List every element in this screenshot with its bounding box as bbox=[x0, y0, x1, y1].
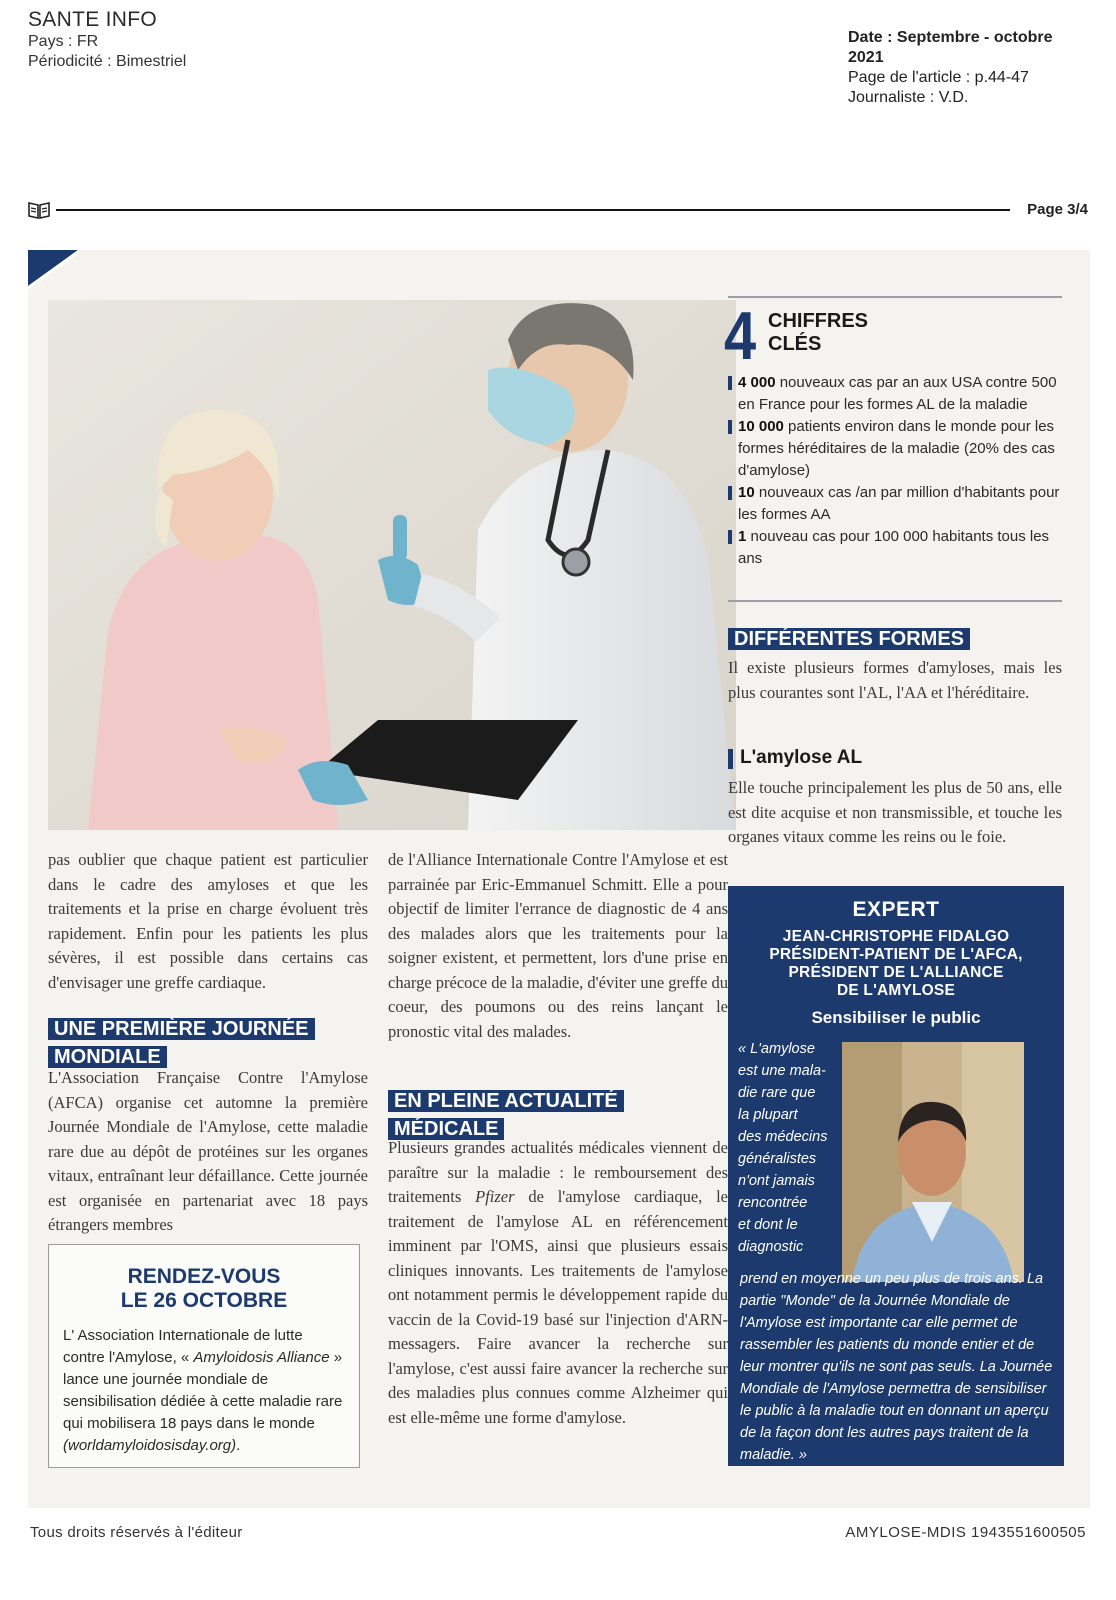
key-figures-rule-bottom bbox=[728, 600, 1062, 602]
rendezvous-text-end: . bbox=[236, 1437, 241, 1454]
expert-quote-rest: prend en moyenne un peu plus de trois ans. La partie "Monde" de la Journée Mondiale de l'Amylose est importante car elle permet de rassembler les patients du monde entier et de leur montrer qu'ils ne sont pas seuls. La Journée Mondiale de l'Amylose permettra de sensibiliser le public à la maladie tout en donnant un aperçu de la façon dont les autres pays traitent de la maladie. » bbox=[740, 1271, 1053, 1463]
key-figure-number: 4 000 bbox=[738, 374, 776, 391]
rendezvous-box bbox=[48, 1244, 360, 1468]
key-figures-rule-top bbox=[728, 296, 1062, 298]
col1-intro: pas oublier que chaque patient est particulier dans le cadre des amyloses et que les traitements et la prise en charge évoluent très rapidement. Enfin pour les patients les plus sévères, il est possible dans certains cas d'envisager une greffe cardiaque. bbox=[48, 850, 368, 992]
page-number: Page 3/4 bbox=[1027, 201, 1088, 218]
footer-reference: AMYLOSE-MDIS 1943551600505 bbox=[845, 1524, 1086, 1541]
section2-pfizer: Pfizer bbox=[475, 1187, 515, 1206]
rendezvous-title-line1: RENDEZ-VOUS bbox=[127, 1265, 281, 1288]
quote-line: généralistes bbox=[738, 1151, 817, 1167]
quote-line: rencontrée bbox=[738, 1195, 808, 1211]
book-icon bbox=[28, 201, 50, 219]
corner-ribbon bbox=[28, 250, 78, 290]
page-rule bbox=[28, 200, 1088, 220]
key-figure-item bbox=[728, 416, 1062, 482]
publication-periodicity: Périodicité : Bimestriel bbox=[28, 53, 187, 70]
expert-name-line3: PRÉSIDENT DE L'ALLIANCE bbox=[788, 964, 1004, 981]
section2-title: EN PLEINE ACTUALITÉ MÉDICALE bbox=[388, 1090, 624, 1140]
section1-text: L'Association Française Contre l'Amylose (AFCA) organise cet automne la première Journée Mondiale de l'Amylose, cette maladie rare due au dépôt de protéines sur les organes vitaux, entraînant leur défaillance. Cette journée est organisée en partenariat avec 18 pays étrangers membres bbox=[48, 1068, 368, 1234]
rendezvous-title-line2: LE 26 OCTOBRE bbox=[120, 1289, 288, 1312]
quote-line: die rare que bbox=[738, 1085, 816, 1101]
rendezvous-text-b: » lance une journée mondiale de sensibilisation dédiée à cette maladie rare qui mobilisera 18 pays dans le monde bbox=[63, 1349, 343, 1432]
rendezvous-text bbox=[63, 1325, 345, 1457]
forms-title: DIFFÉRENTES FORMES bbox=[728, 628, 970, 650]
expert-name-line2: PRÉSIDENT-PATIENT DE L'AFCA, bbox=[769, 946, 1023, 963]
quote-line: et dont le bbox=[738, 1217, 798, 1233]
key-figures-list bbox=[728, 372, 1062, 570]
section2-text bbox=[388, 1136, 728, 1430]
expert-name-line1: JEAN-CHRISTOPHE FIDALGO bbox=[782, 928, 1010, 945]
rendezvous-title bbox=[49, 1265, 359, 1313]
magazine-page bbox=[28, 250, 1090, 1508]
col2-intro: de l'Alliance Internationale Contre l'Amylose et est parrainée par Eric-Emmanuel Schmitt. Elle a pour objectif de limiter l'errance de diagnostic de 4 ans des malades alors que les traitements pour la soigner existent, et permettent, lors d'une prise en charge précoce de la maladie, d'éviter une greffe du coeur, des poumons ou des reins lançant le pronostic vital des malades. bbox=[388, 850, 728, 1041]
key-figure-text: nouveaux cas /an par million d'habitants pour les formes AA bbox=[738, 484, 1060, 523]
rule-line bbox=[56, 209, 1010, 211]
forms-subtext: Elle touche principalement les plus de 50 ans, elle est dite acquise et non transmissible, et touche les organes vitaux comme les reins ou le foie. bbox=[728, 778, 1062, 846]
publication-name: SANTE INFO bbox=[28, 8, 158, 31]
forms-subtitle-bar bbox=[728, 749, 733, 769]
expert-box bbox=[728, 886, 1064, 1466]
section1-heading bbox=[48, 1016, 368, 1072]
section2-text-a: Plusieurs grandes actualités médicales viennent de paraître sur la maladie : le remboursement des traitements bbox=[388, 1138, 728, 1206]
section1-title: UNE PREMIÈRE JOURNÉE MONDIALE bbox=[48, 1018, 315, 1068]
clipping-header-left bbox=[28, 8, 186, 72]
rendezvous-website: (worldamyloidosisday.org) bbox=[63, 1437, 237, 1454]
key-figures-number: 4 bbox=[724, 298, 755, 374]
key-figure-number: 1 bbox=[738, 528, 747, 545]
forms-text: Il existe plusieurs formes d'amyloses, mais les plus courantes sont l'AL, l'AA et l'héréditaire. bbox=[728, 658, 1062, 702]
key-figure-number: 10 bbox=[738, 484, 755, 501]
key-figures-title-line2: CLÉS bbox=[768, 333, 822, 355]
quote-line: n'ont jamais bbox=[738, 1173, 815, 1189]
quote-line: diagnostic bbox=[738, 1239, 804, 1255]
key-figures-title-line1: CHIFFRES bbox=[768, 310, 868, 332]
footer-rights: Tous droits réservés à l'éditeur bbox=[30, 1524, 243, 1541]
key-figure-text: patients environ dans le monde pour les formes héréditaires de la maladie (20% des cas d'amylose) bbox=[738, 418, 1055, 479]
journalist: Journaliste : V.D. bbox=[848, 89, 969, 106]
expert-portrait bbox=[842, 1042, 1024, 1282]
key-figures-title bbox=[768, 310, 868, 356]
key-figure-text: nouveau cas pour 100 000 habitants tous les ans bbox=[738, 528, 1050, 567]
expert-label: EXPERT bbox=[852, 898, 940, 921]
key-figure-text: nouveaux cas par an aux USA contre 500 en France pour les formes AL de la maladie bbox=[738, 374, 1057, 413]
expert-subtitle: Sensibiliser le public bbox=[811, 1008, 981, 1027]
key-figure-item bbox=[728, 526, 1062, 570]
section2-text-b: de l'amylose cardiaque, le traitement de l'amylose AL en référencement imminent par l'OMS, ainsi que plusieurs essais cliniques innovants. Les traitements de l'amylose ont notamment permis le développement rapide du vaccin de la Covid-19 basé sur l'injection d'ARN-messagers. Faire avancer la recherche sur l'amylose, c'est aussi faire avancer la recherche sur des maladies plus connues comme Alzheimer qui est elle-même une forme d'amylose. bbox=[388, 1187, 728, 1427]
publication-date: Date : Septembre - octobre 2021 bbox=[848, 29, 1053, 66]
rendezvous-text-a: L' Association Internationale de lutte contre l'Amylose, « bbox=[63, 1327, 303, 1366]
key-figure-item bbox=[728, 372, 1062, 416]
clipping-header-right bbox=[848, 28, 1088, 108]
quote-line: des médecins bbox=[738, 1129, 828, 1145]
expert-quote-column bbox=[738, 1038, 844, 1258]
expert-name bbox=[728, 928, 1064, 1000]
quote-line: « L'amylose bbox=[738, 1041, 815, 1057]
forms-subtitle: L'amylose AL bbox=[740, 747, 863, 768]
quote-line: est une mala- bbox=[738, 1063, 826, 1079]
key-figure-item bbox=[728, 482, 1062, 526]
doctor-patient-photo bbox=[48, 300, 736, 830]
quote-line: la plupart bbox=[738, 1107, 798, 1123]
forms-heading bbox=[728, 626, 1068, 654]
expert-name-line4: DE L'AMYLOSE bbox=[836, 982, 956, 999]
article-pages: Page de l'article : p.44-47 bbox=[848, 69, 1029, 86]
rendezvous-alliance: Amyloidosis Alliance bbox=[193, 1349, 330, 1366]
publication-country: Pays : FR bbox=[28, 33, 99, 50]
key-figure-number: 10 000 bbox=[738, 418, 784, 435]
